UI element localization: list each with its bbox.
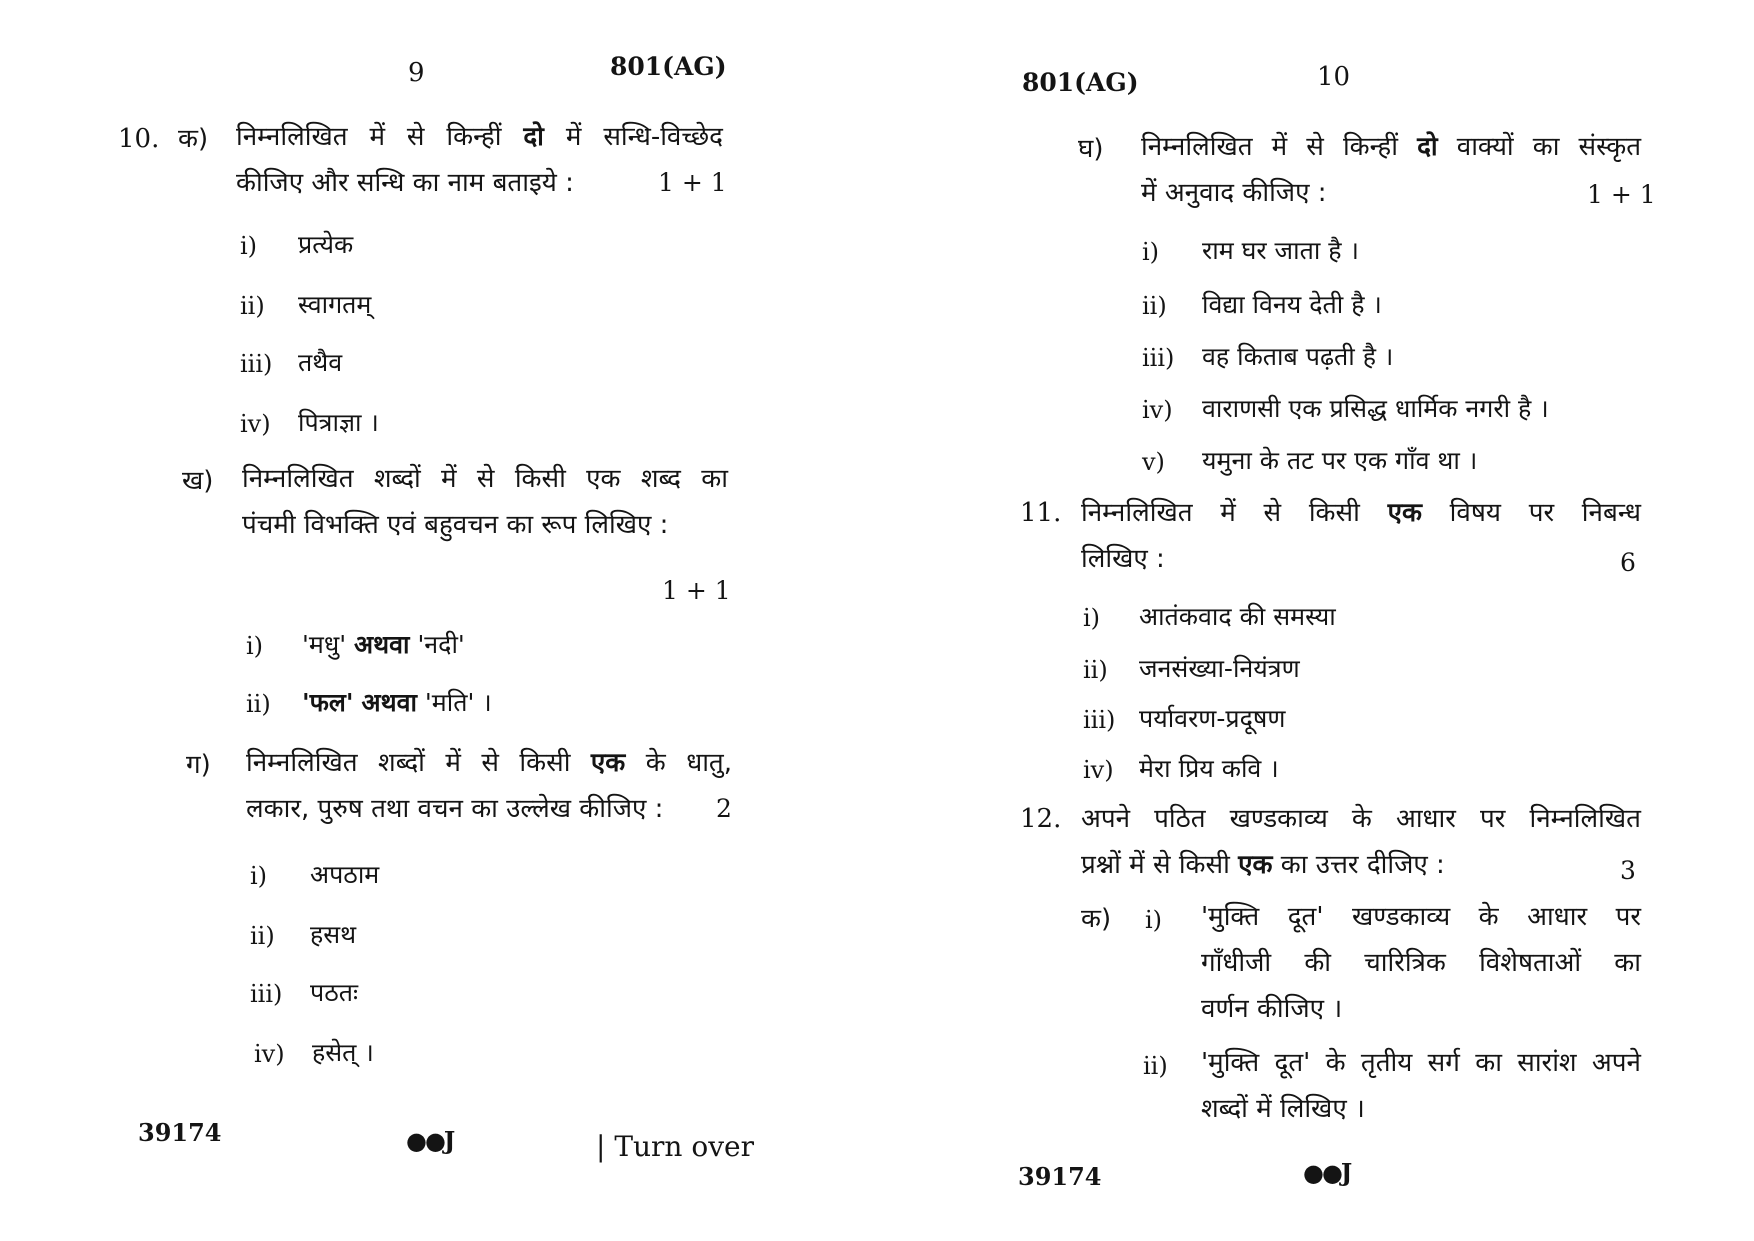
question-text: निम्नलिखित शब्दों में से किसी एक शब्द का — [242, 464, 728, 494]
item-text: 'मुक्ति दूत' खण्डकाव्य के आधार पर — [1201, 902, 1641, 932]
item-number: i) — [250, 862, 268, 890]
item-text: 'मुक्ति दूत' के तृतीय सर्ग का सारांश अपने — [1201, 1048, 1641, 1078]
question-text: में अनुवाद कीजिए : — [1141, 178, 1327, 208]
item-number: i) — [1142, 238, 1160, 266]
question-text: निम्नलिखित शब्दों में से किसी एक के धातु, — [246, 748, 733, 778]
footer-mark: ●●J — [406, 1126, 454, 1155]
item-text: प्रत्येक — [298, 230, 354, 259]
item-number: ii) — [250, 922, 275, 950]
item-text: वह किताब पढ़ती है । — [1202, 342, 1394, 371]
item-number: iii) — [250, 980, 283, 1008]
item-text: अपठाम — [310, 860, 380, 889]
item-number: iv) — [240, 410, 271, 438]
marks: 6 — [1620, 548, 1636, 577]
sub-question-label: ख) — [182, 466, 214, 496]
footer-mark: ●●J — [1303, 1158, 1351, 1187]
question-text: कीजिए और सन्धि का नाम बताइये : — [236, 168, 574, 198]
item-number: ii) — [246, 690, 271, 718]
question-text: लिखिए : — [1081, 544, 1165, 574]
marks: 1 + 1 — [662, 576, 731, 605]
item-number: ii) — [1143, 1052, 1168, 1080]
item-number: ii) — [240, 292, 265, 320]
item-number: iv) — [254, 1040, 285, 1068]
question-text: लकार, पुरुष तथा वचन का उल्लेख कीजिए : — [246, 794, 664, 824]
item-number: ii) — [1142, 292, 1167, 320]
marks: 1 + 1 — [658, 168, 727, 197]
question-text: निम्नलिखित में से किन्हीं दो में सन्धि-विच्छेद — [236, 122, 723, 152]
item-text: 'मधु' अथवा 'नदी' — [302, 630, 465, 659]
sub-question-label: ग) — [186, 750, 211, 780]
sub-question-label: क) — [1081, 904, 1112, 934]
question-number: 10. — [118, 124, 160, 154]
marks: 2 — [716, 794, 732, 823]
item-text: पठतः — [310, 978, 359, 1007]
item-text: मेरा प्रिय कवि । — [1139, 754, 1279, 783]
item-text: हसथ — [310, 920, 357, 949]
item-text: स्वागतम् — [298, 290, 372, 319]
item-text: पित्राज्ञा । — [298, 408, 379, 437]
footer-code: 39174 — [1018, 1162, 1102, 1191]
question-number: 11. — [1020, 498, 1062, 528]
item-text: शब्दों में लिखिए । — [1201, 1094, 1365, 1124]
item-text: वर्णन कीजिए । — [1201, 994, 1343, 1024]
question-text: प्रश्नों में से किसी एक का उत्तर दीजिए : — [1081, 850, 1445, 880]
question-text: निम्नलिखित में से किन्हीं दो वाक्यों का संस्कृत — [1141, 132, 1642, 162]
question-text: अपने पठित खण्डकाव्य के आधार पर निम्नलिखित — [1081, 804, 1641, 834]
turn-over: | Turn over — [596, 1130, 754, 1163]
page-number: 9 — [408, 58, 425, 88]
item-text: 'फल' अथवा 'मति' । — [302, 688, 492, 717]
item-text: वाराणसी एक प्रसिद्ध धार्मिक नगरी है । — [1202, 394, 1549, 423]
item-text: विद्या विनय देती है । — [1202, 290, 1382, 319]
marks: 3 — [1620, 856, 1636, 885]
question-text: निम्नलिखित में से किसी एक विषय पर निबन्ध — [1081, 498, 1642, 528]
item-text: गाँधीजी की चारित्रिक विशेषताओं का — [1201, 948, 1641, 978]
item-number: v) — [1142, 448, 1165, 476]
right-page — [877, 0, 1754, 1241]
question-text: पंचमी विभक्ति एवं बहुवचन का रूप लिखिए : — [242, 510, 669, 540]
item-text: यमुना के तट पर एक गाँव था । — [1202, 446, 1478, 475]
question-number: 12. — [1020, 804, 1062, 834]
item-text: हसेत् । — [312, 1038, 374, 1067]
item-number: iii) — [1142, 344, 1175, 372]
item-text: जनसंख्या-नियंत्रण — [1139, 654, 1300, 683]
item-number: ii) — [1083, 656, 1108, 684]
item-text: आतंकवाद की समस्या — [1139, 602, 1336, 631]
paper-code: 801(AG) — [610, 52, 727, 81]
item-number: i) — [1145, 906, 1163, 934]
item-number: iii) — [1083, 706, 1116, 734]
item-text: पर्यावरण-प्रदूषण — [1139, 704, 1286, 733]
item-number: i) — [246, 632, 264, 660]
sub-question-label: घ) — [1078, 134, 1104, 164]
item-number: iv) — [1142, 396, 1173, 424]
page-number: 10 — [1317, 62, 1351, 92]
item-number: i) — [240, 232, 258, 260]
item-number: iv) — [1083, 756, 1114, 784]
footer-code: 39174 — [138, 1118, 222, 1147]
item-text: तथैव — [298, 348, 343, 377]
paper-code: 801(AG) — [1022, 68, 1139, 97]
marks: 1 + 1 — [1587, 180, 1656, 209]
item-number: iii) — [240, 350, 273, 378]
sub-question-label: क) — [178, 124, 209, 154]
item-number: i) — [1083, 604, 1101, 632]
item-text: राम घर जाता है । — [1202, 236, 1359, 265]
